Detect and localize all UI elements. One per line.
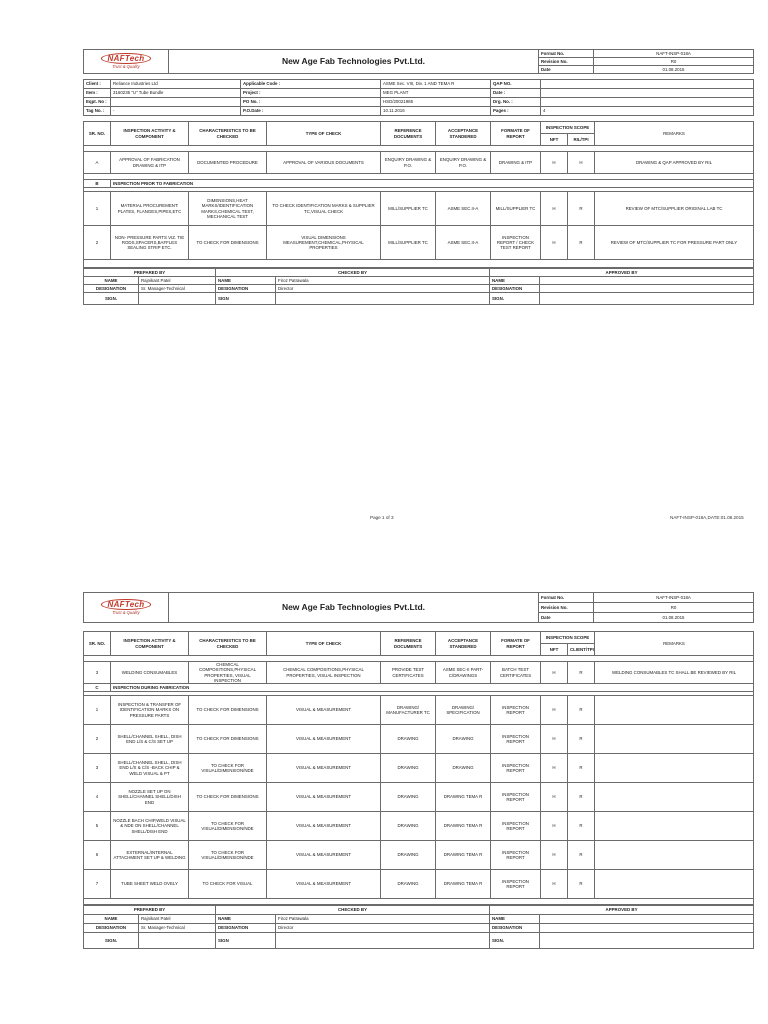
page-number: Page 1 of 3 <box>370 515 394 520</box>
po-value: HSD/20021985 <box>381 98 491 107</box>
format-no-value: NAFT-INSP-018A <box>594 50 754 58</box>
row-client-tpi: R <box>568 841 595 870</box>
row-type: VISUAL & MEASUREMENT <box>267 870 381 899</box>
row-reference: DRAWING <box>381 841 436 870</box>
chk-desig-label: DESIGNATION <box>216 924 276 933</box>
row-format: INSPECTION REPORT <box>491 725 541 754</box>
item-value: 3160235 "U" Tube Bundle <box>111 89 241 98</box>
appr-name <box>540 277 754 285</box>
row-reference: MILL/SUPPLIER TC <box>381 226 436 260</box>
row-ril: H <box>568 152 595 174</box>
row-characteristics: TO CHECK FOR VISUAL <box>189 870 267 899</box>
header-table <box>83 49 754 74</box>
info-table <box>83 79 754 116</box>
row-reference: MILL/SUPPLIER TC <box>381 192 436 226</box>
row-activity: EXTERNAL/INTERNAL ATTACHMENT SET UP & WELDING <box>111 841 189 870</box>
row-sr: 3 <box>84 754 111 783</box>
prep-name-label: NAME <box>84 915 139 924</box>
appr-desig <box>540 285 754 293</box>
row-remarks: DRAWING & QAP APPROVED BY RIL <box>595 152 754 174</box>
prep-desig-label: DESIGNATION <box>84 285 139 293</box>
row-remarks <box>595 725 754 754</box>
row-sr: A <box>84 152 111 174</box>
qap-value <box>541 80 754 89</box>
revision-label: Revision No. <box>539 58 594 66</box>
row-characteristics: TO CHECK FOR VISUAL/DIMENSION/NDE <box>189 841 267 870</box>
row-reference: DRAWING <box>381 754 436 783</box>
naftech-logo: NAFTech <box>101 599 152 610</box>
row-characteristics: DOCUMENTED PROCEDURE <box>189 152 267 174</box>
row-characteristics: TO CHECK FOR DIMENSIONS <box>189 696 267 725</box>
client-label: Client : <box>84 80 111 89</box>
col-activity: INSPECTION ACTIVITY & COMPONENT <box>111 122 189 146</box>
logo-tagline: Trust & Quality <box>112 64 140 70</box>
table-row <box>84 725 754 754</box>
row-sr: 7 <box>84 870 111 899</box>
col-remarks: REMARKS <box>595 632 754 656</box>
row-sr: 5 <box>84 812 111 841</box>
row-client-tpi: R <box>568 662 595 684</box>
appr-sign-label: SIGN. <box>490 293 540 305</box>
table-row <box>84 152 754 174</box>
chk-name: Firoz Patrawala <box>276 277 490 285</box>
col-format: FORMATE OF REPORT <box>491 122 541 146</box>
tag-value: - <box>111 107 241 116</box>
col-reference: REFERENCE DOCUMENTS <box>381 632 436 656</box>
company-name: New Age Fab Technologies Pvt.Ltd. <box>169 50 539 74</box>
row-format: DRAWING & ITP <box>491 152 541 174</box>
row-characteristics: TO CHECK FOR DIMENSIONS <box>189 725 267 754</box>
row-remarks <box>595 812 754 841</box>
appr-name-label: NAME <box>490 915 540 924</box>
format-no-value: NAFT-INSP-018A <box>594 593 754 603</box>
row-acceptance: ASME SEC.II-A <box>436 226 491 260</box>
chk-sign-label: SIGN <box>216 293 276 305</box>
table-row <box>84 192 754 226</box>
row-type: VISUAL & MEASUREMENT <box>267 783 381 812</box>
row-activity: NOZZLE BACH CHIP,WELD VISUAL & NDE ON SHELL/CHANNEL SHELL/DISH END <box>111 812 189 841</box>
appr-desig-label: DESIGNATION <box>490 924 540 933</box>
row-naft: H <box>541 696 568 725</box>
date-label: Date <box>539 613 594 623</box>
approved-by-label: APPROVED BY <box>490 906 754 915</box>
col-scope: INSPECTION SCOPE <box>541 122 595 134</box>
row-sr: 1 <box>84 192 111 226</box>
appr-sign <box>540 933 754 949</box>
section-row <box>84 180 754 188</box>
row-reference: ENQUIRY DRAWING & P.O. <box>381 152 436 174</box>
row-naft: H <box>541 783 568 812</box>
row-characteristics: TO CHECK FOR DIMENSIONS <box>189 783 267 812</box>
code-label: Applicable Code : <box>241 80 381 89</box>
prep-name-label: NAME <box>84 277 139 285</box>
row-type: APPROVAL OF VARIOUS DOCUMENTS <box>267 152 381 174</box>
row-reference: DRAWING <box>381 812 436 841</box>
col-acceptance: ACCEPTANCE STANDERED <box>436 632 491 656</box>
appr-name-label: NAME <box>490 277 540 285</box>
row-reference: DRAWING <box>381 870 436 899</box>
col-activity: INSPECTION ACTIVITY & COMPONENT <box>111 632 189 656</box>
row-acceptance: DRAWING TEMA R <box>436 841 491 870</box>
project-label: Project : <box>241 89 381 98</box>
item-label: Item : <box>84 89 111 98</box>
row-type: VISUAL & MEASUREMENT <box>267 812 381 841</box>
row-remarks: REVIEW OF MTC/SUPPLIER ORIGINAL LAB TC <box>595 192 754 226</box>
drg-label: Drg. No. : <box>491 98 541 107</box>
podate-value: 10.11.2016 <box>381 107 491 116</box>
chk-desig: Director <box>276 285 490 293</box>
appr-sign-label: SIGN. <box>490 933 540 949</box>
col-type: TYPE OF CHECK <box>267 122 381 146</box>
col-characteristics: CHARACTERISTICS TO BE CHECKED <box>189 122 267 146</box>
row-client-tpi: R <box>568 812 595 841</box>
row-remarks: REVIEW OF MTC/SUPPLIER TC FOR PRESSURE PART ONLY <box>595 226 754 260</box>
row-client-tpi: R <box>568 870 595 899</box>
section-sr: B <box>84 180 111 188</box>
row-acceptance: DRAWING TEMA R <box>436 783 491 812</box>
row-client-tpi: R <box>568 696 595 725</box>
row-reference: DRAWING <box>381 725 436 754</box>
checked-by-label: CHECKED BY <box>216 269 490 277</box>
chk-sign <box>276 293 490 305</box>
prep-sign-label: SIGN. <box>84 293 139 305</box>
row-sr: 2 <box>84 725 111 754</box>
row-client-tpi: R <box>568 754 595 783</box>
row-acceptance: ENQUIRY DRAWING & P.O. <box>436 152 491 174</box>
podate-label: P.O.Date : <box>241 107 381 116</box>
row-type: VISUAL & MEASUREMENT <box>267 754 381 783</box>
prepared-by-label: PREPARED BY <box>84 906 216 915</box>
row-remarks <box>595 870 754 899</box>
drg-value <box>541 98 754 107</box>
prepared-by-label: PREPARED BY <box>84 269 216 277</box>
row-format: INSPECTION REPORT <box>491 696 541 725</box>
col-acceptance: ACCEPTANCE STANDERED <box>436 122 491 146</box>
company-logo <box>84 593 169 623</box>
row-characteristics: TO CHECK FOR VISUAL/DIMENSION/NDE <box>189 754 267 783</box>
row-activity: MATERIAL PROCUREMENT: PLATES, FLANGES,PIPES,ETC <box>111 192 189 226</box>
table-row <box>84 696 754 725</box>
col-ril: RIL/TPI <box>568 134 595 146</box>
row-acceptance: ASME SEC.II-A <box>436 192 491 226</box>
row-naft: H <box>541 192 568 226</box>
table-row <box>84 783 754 812</box>
row-type: VISUAL & MEASUREMENT <box>267 696 381 725</box>
row-format: INSPECTION REPORT <box>491 754 541 783</box>
row-activity: APPROVAL OF FABRICATION DRAWING & ITP <box>111 152 189 174</box>
row-activity: NON- PRESSURE PARTS VIZ. TIE RODS,SPACERS,BAFFLES SEALING STRIP ETC. <box>111 226 189 260</box>
section-title: INSPECTION DURING FABRICATION <box>111 684 754 692</box>
code-value: ASME Sec. VIII, Div. 1 AND TEMA R <box>381 80 491 89</box>
eqpt-value <box>111 98 241 107</box>
col-format: FORMATE OF REPORT <box>491 632 541 656</box>
inspection-table <box>83 631 754 905</box>
row-remarks <box>595 783 754 812</box>
pages-label: Pages : <box>491 107 541 116</box>
row-type: CHEMICAL COMPOSITIONS,PHYSICAL PROPERTIES, VISUAL INSPECTION <box>267 662 381 684</box>
col-type: TYPE OF CHECK <box>267 632 381 656</box>
prep-desig-label: DESIGNATION <box>84 924 139 933</box>
row-ril: R <box>568 192 595 226</box>
chk-desig-label: DESIGNATION <box>216 285 276 293</box>
revision-value: R0 <box>594 58 754 66</box>
row-characteristics: TO CHECK FOR VISUAL/DIMENSION/NDE <box>189 812 267 841</box>
row-naft: H <box>541 152 568 174</box>
row-type: VISUAL & MEASUREMENT <box>267 725 381 754</box>
row-type: VISUAL DIMENSIONS MEASUREMENT,CHEMICAL,PHYSICAL PROPERTIES <box>267 226 381 260</box>
row-naft: H <box>541 725 568 754</box>
row-format: INSPECTION REPORT / CHECK TEST REPORT <box>491 226 541 260</box>
checked-by-label: CHECKED BY <box>216 906 490 915</box>
row-reference: DRAWING <box>381 783 436 812</box>
chk-name: Firoz Patrawala <box>276 915 490 924</box>
col-client-tpi: CLIENT/TPI <box>568 644 595 656</box>
row-reference: PROVIDE TEST CERTIFICATES <box>381 662 436 684</box>
row-activity: TUBE SHEET WELD OVELY <box>111 870 189 899</box>
client-value: Reliance Industries Ltd <box>111 80 241 89</box>
row-acceptance: DRAWING/ SPECIFICATION <box>436 696 491 725</box>
table-row <box>84 754 754 783</box>
row-format: MILL/SUPPLIER TC <box>491 192 541 226</box>
row-acceptance: ASME SEC-II PART-C/DRAWINGS <box>436 662 491 684</box>
section-title: INSPECTION PRIOR TO FABRICATION <box>111 180 754 188</box>
row-format: INSPECTION REPORT <box>491 870 541 899</box>
company-name: New Age Fab Technologies Pvt.Ltd. <box>169 593 539 623</box>
row-client-tpi: R <box>568 783 595 812</box>
section-row <box>84 684 754 692</box>
col-scope: INSPECTION SCOPE <box>541 632 595 644</box>
row-naft: H <box>541 226 568 260</box>
chk-sign <box>276 933 490 949</box>
inspection-page-1 <box>83 49 753 305</box>
row-format: BATCH TEST CERTIFICATES <box>491 662 541 684</box>
row-client-tpi: R <box>568 725 595 754</box>
row-sr: 2 <box>84 226 111 260</box>
row-naft: H <box>541 812 568 841</box>
row-activity: NOZZLE SET UP ON SHELL/CHANNEL SHELL/DISH END <box>111 783 189 812</box>
eqpt-label: Eqpt. No : <box>84 98 111 107</box>
date-label: Date <box>539 66 594 74</box>
format-no-label: Format No. <box>539 50 594 58</box>
col-reference: REFERENCE DOCUMENTS <box>381 122 436 146</box>
prep-name: Rajnikant Patel <box>139 915 216 924</box>
table-row <box>84 870 754 899</box>
appr-name <box>540 915 754 924</box>
date-value: 01.08.2015 <box>594 66 754 74</box>
row-activity: SHELL/CHANNEL SHELL, DISH END L/S & C/S SET UP <box>111 725 189 754</box>
appr-desig-label: DESIGNATION <box>490 285 540 293</box>
row-acceptance: DRAWING <box>436 754 491 783</box>
row-activity: WELDING CONSUMABLES <box>111 662 189 684</box>
naftech-logo: NAFTech <box>101 53 152 64</box>
table-row <box>84 662 754 684</box>
prep-desig: Sr. Manager-Technical <box>139 285 216 293</box>
row-format: INSPECTION REPORT <box>491 783 541 812</box>
row-sr: 6 <box>84 841 111 870</box>
row-sr: 3 <box>84 662 111 684</box>
appr-desig <box>540 924 754 933</box>
header-table <box>83 592 754 623</box>
footer-format-ref: NAFT-INSP-018A,DATE:01.08.2015 <box>670 515 744 520</box>
chk-name-label: NAME <box>216 277 276 285</box>
project-value: MEG PLANT <box>381 89 491 98</box>
company-logo <box>84 50 169 74</box>
revision-label: Revision No. <box>539 603 594 613</box>
chk-desig: Director <box>276 924 490 933</box>
row-activity: INSPECTION & TRANSFER OF IDENTIFICATION MARKS ON PRESSURE PARTS <box>111 696 189 725</box>
idate-value <box>541 89 754 98</box>
table-row <box>84 841 754 870</box>
logo-tagline: Trust & Quality <box>112 610 140 616</box>
col-sr: SR. NO. <box>84 632 111 656</box>
col-characteristics: CHARACTERISTICS TO BE CHECKED <box>189 632 267 656</box>
appr-sign <box>540 293 754 305</box>
qap-label: QAP NO. <box>491 80 541 89</box>
po-label: PO No. : <box>241 98 381 107</box>
col-sr: SR. NO. <box>84 122 111 146</box>
table-row <box>84 812 754 841</box>
row-format: INSPECTION REPORT <box>491 841 541 870</box>
row-remarks <box>595 696 754 725</box>
chk-name-label: NAME <box>216 915 276 924</box>
row-reference: DRAWING/ MANUFACTURER TC <box>381 696 436 725</box>
row-activity: SHELL/CHANNEL SHELL, DISH END L/S & C/S -BACK CHIP & WELD VISUAL & PT <box>111 754 189 783</box>
row-type: TO CHECK IDENTIFICATION MARKS & SUPPLIER TC,VISUAL CHECK <box>267 192 381 226</box>
row-naft: H <box>541 870 568 899</box>
format-no-label: Format No. <box>539 593 594 603</box>
row-characteristics: DIMENSIONS,HEAT MARKS/IDENTIFICATION MARKS,CHEMICAL TEST, MECHANICAL TEST <box>189 192 267 226</box>
idate-label: Date : <box>491 89 541 98</box>
row-characteristics: CHEMICAL COMPOSITIONS,PHYSICAL PROPERTIES, VISUAL INSPECTION <box>189 662 267 684</box>
row-remarks: WELDING CONSUMABLES TC SHALL BE REVIEWED BY RIL <box>595 662 754 684</box>
row-sr: 1 <box>84 696 111 725</box>
section-sr: C <box>84 684 111 692</box>
row-remarks <box>595 754 754 783</box>
chk-sign-label: SIGN <box>216 933 276 949</box>
col-naft: NFT <box>541 644 568 656</box>
revision-value: R0 <box>594 603 754 613</box>
col-remarks: REMARKS <box>595 122 754 146</box>
prep-sign-label: SIGN. <box>84 933 139 949</box>
prep-name: Rajnikant Patel <box>139 277 216 285</box>
prep-sign <box>139 933 216 949</box>
row-ril: R <box>568 226 595 260</box>
pages-value: 4 <box>541 107 754 116</box>
table-row <box>84 226 754 260</box>
row-acceptance: DRAWING TEMA R <box>436 812 491 841</box>
inspection-table <box>83 121 754 268</box>
row-acceptance: DRAWING TEMA R <box>436 870 491 899</box>
signature-table <box>83 268 754 305</box>
row-acceptance: DRAWING <box>436 725 491 754</box>
prep-sign <box>139 293 216 305</box>
row-format: INSPECTION REPORT <box>491 812 541 841</box>
signature-table <box>83 905 754 949</box>
col-naft: NFT <box>541 134 568 146</box>
row-remarks <box>595 841 754 870</box>
row-characteristics: TO CHECK FOR DIMENSIONS <box>189 226 267 260</box>
row-sr: 4 <box>84 783 111 812</box>
row-naft: H <box>541 841 568 870</box>
approved-by-label: APPROVED BY <box>490 269 754 277</box>
date-value: 01.08.2015 <box>594 613 754 623</box>
row-naft: H <box>541 662 568 684</box>
tag-label: Tag No. : <box>84 107 111 116</box>
row-type: VISUAL & MEASUREMENT <box>267 841 381 870</box>
row-naft: H <box>541 754 568 783</box>
prep-desig: Sr. Manager-Technical <box>139 924 216 933</box>
inspection-page-2 <box>83 592 753 949</box>
